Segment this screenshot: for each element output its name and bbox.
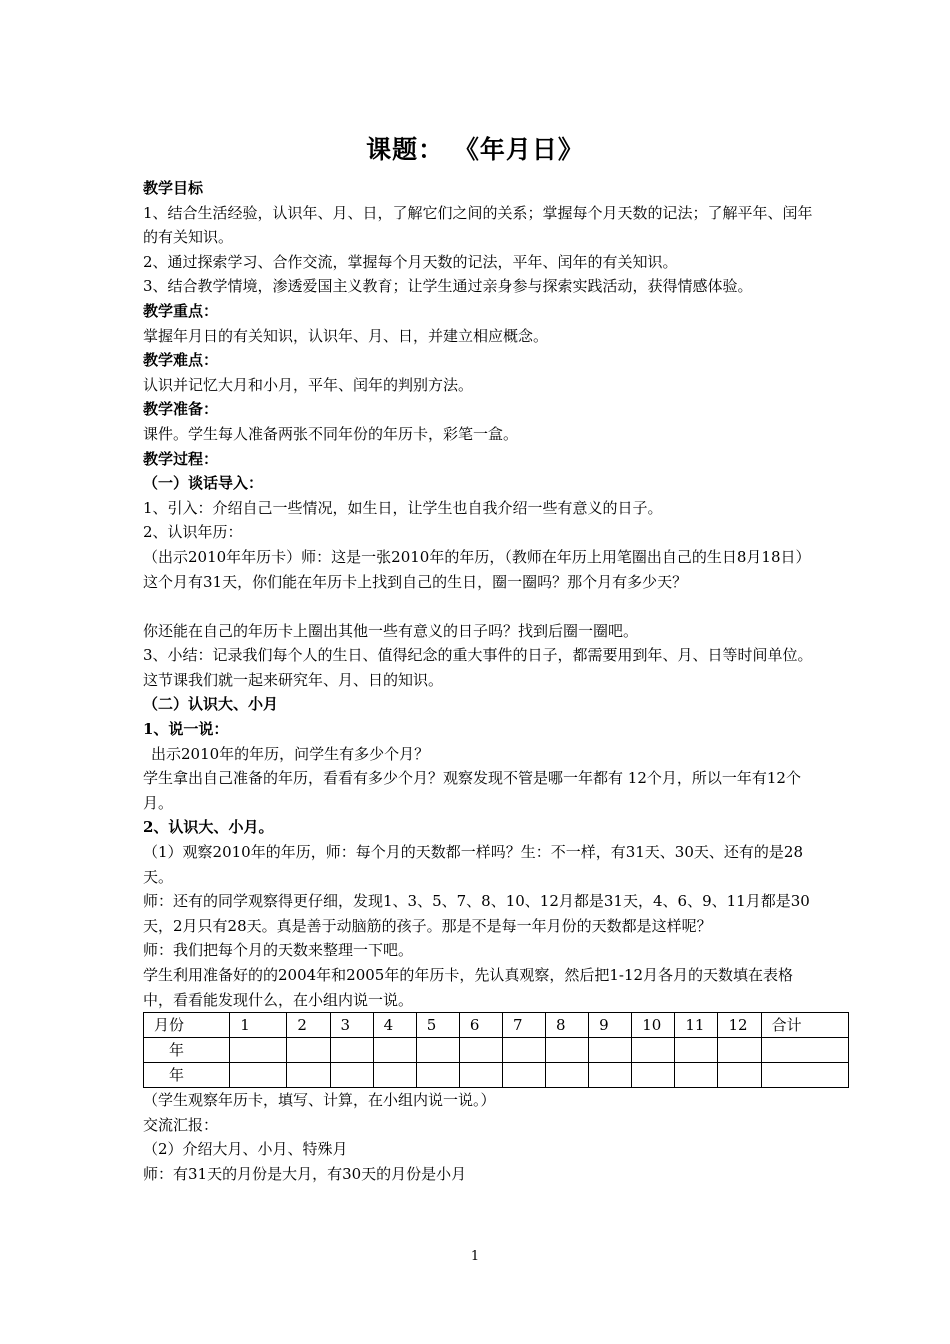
paragraph: 课件。学生每人准备两张不同年份的年历卡，彩笔一盒。 — [143, 424, 519, 443]
table-header-cell: 合计 — [761, 1013, 848, 1038]
section-heading: （一）谈话导入： — [143, 474, 264, 493]
table-cell — [718, 1063, 761, 1088]
table-row — [144, 1038, 849, 1063]
paragraph: 学生拿出自己准备的年历，看看有多少个月？观察发现不管是哪一年都有 12个月，所以一年有12个月。 — [143, 769, 801, 812]
table-header-cell: 5 — [416, 1013, 459, 1038]
document-body — [143, 176, 813, 1187]
table-header-cell: 1 — [230, 1013, 287, 1038]
heading-process: 教学过程： — [143, 449, 219, 468]
heading-key-points: 教学重点： — [143, 301, 219, 320]
table-header-cell: 3 — [330, 1013, 373, 1038]
table-cell — [330, 1038, 373, 1063]
paragraph: 师：还有的同学观察得更仔细，发现1、3、5、7、8、10、12月都是31天，4、6、9、11月都是30天，2月只有28天。真是善于动脑筋的孩子。那是不是每一年月份的天数都是这样呢？ — [143, 892, 810, 935]
subsection-heading: 1、说一说： — [143, 720, 229, 739]
table-cell — [632, 1063, 675, 1088]
table-cell — [675, 1063, 718, 1088]
table-cell — [373, 1063, 416, 1088]
page-number: 1 — [470, 1249, 480, 1264]
table-row-label: 年 — [144, 1063, 230, 1088]
table-row — [144, 1063, 849, 1088]
table-cell — [502, 1038, 545, 1063]
table-header-cell: 10 — [632, 1013, 675, 1038]
table-header-cell: 11 — [675, 1013, 718, 1038]
table-row-label: 年 — [144, 1038, 230, 1063]
paragraph: （2）介绍大月、小月、特殊月 — [143, 1140, 348, 1159]
table-header-cell: 2 — [287, 1013, 330, 1038]
paragraph: 2、通过探索学习、合作交流，掌握每个月天数的记法，平年、闰年的有关知识。 — [143, 252, 678, 271]
table-cell — [459, 1063, 502, 1088]
subsection-heading: 2、认识大、小月。 — [143, 818, 274, 837]
table-cell — [287, 1038, 330, 1063]
table-cell — [230, 1063, 287, 1088]
blank-line — [143, 594, 813, 619]
table-cell — [589, 1063, 632, 1088]
table-cell — [761, 1063, 848, 1088]
paragraph: 掌握年月日的有关知识，认识年、月、日，并建立相应概念。 — [143, 326, 549, 345]
heading-difficulties: 教学难点： — [143, 351, 219, 370]
paragraph: 3、小结：记录我们每个人的生日、值得纪念的重大事件的日子，都需要用到年、月、日等时间单位。这节课我们就一起来研究年、月、日的知识。 — [143, 646, 813, 689]
table-header-cell: 7 — [502, 1013, 545, 1038]
table-cell — [373, 1038, 416, 1063]
paragraph: 1、引入：介绍自己一些情况，如生日，让学生也自我介绍一些有意义的日子。 — [143, 498, 663, 517]
table-header-cell: 4 — [373, 1013, 416, 1038]
table-cell — [589, 1038, 632, 1063]
table-cell — [287, 1063, 330, 1088]
table-header-row — [144, 1013, 849, 1038]
table-header-cell: 月份 — [144, 1013, 230, 1038]
paragraph: （1）观察2010年的年历，师：每个月的天数都一样吗？生：不一样，有31天、30天、还有的是28天。 — [143, 843, 803, 886]
table-header-cell: 12 — [718, 1013, 761, 1038]
table-header-cell: 9 — [589, 1013, 632, 1038]
table-cell — [546, 1063, 589, 1088]
table-cell — [416, 1063, 459, 1088]
heading-preparation: 教学准备： — [143, 400, 219, 419]
table-cell — [416, 1038, 459, 1063]
table-cell — [675, 1038, 718, 1063]
paragraph: 2、认识年历： — [143, 523, 243, 542]
paragraph: 你还能在自己的年历卡上圈出其他一些有意义的日子吗？找到后圈一圈吧。 — [143, 621, 639, 640]
paragraph: 出示2010年的年历，问学生有多少个月？ — [151, 744, 430, 763]
paragraph: 师：我们把每个月的天数来整理一下吧。 — [143, 941, 414, 960]
paragraph: 交流汇报： — [143, 1115, 219, 1134]
paragraph: 认识并记忆大月和小月，平年、闰年的判别方法。 — [143, 375, 474, 394]
paragraph: 3、结合教学情境，渗透爱国主义教育；让学生通过亲身参与探索实践活动，获得情感体验。 — [143, 277, 753, 296]
paragraph: （学生观察年历卡，填写、计算，在小组内说一说。） — [143, 1091, 496, 1110]
paragraph: 师：有31天的月份是大月，有30天的月份是小月 — [143, 1164, 467, 1183]
table-cell — [459, 1038, 502, 1063]
table-cell — [330, 1063, 373, 1088]
table-cell — [761, 1038, 848, 1063]
paragraph: （出示2010年年历卡）师：这是一张2010年的年历，（教师在年历上用笔圈出自己的生日8月18日）这个月有31天，你们能在年历卡上找到自己的生日，圈一圈吗？那个月有多少天？ — [143, 547, 811, 591]
table-cell — [546, 1038, 589, 1063]
table-cell — [230, 1038, 287, 1063]
table-cell — [632, 1038, 675, 1063]
paragraph: 1、结合生活经验，认识年、月、日，了解它们之间的关系；掌握每个月天数的记法；了解平年、闰年的有关知识。 — [143, 203, 813, 247]
paragraph: 学生利用准备好的的2004年和2005年的年历卡，先认真观察，然后把1-12月各月的天数填在表格中，看看能发现什么，在小组内说一说。 — [143, 966, 794, 1009]
table-cell — [502, 1063, 545, 1088]
section-heading: （二）认识大、小月 — [143, 695, 279, 714]
table-header-cell: 6 — [459, 1013, 502, 1038]
table-header-cell: 8 — [546, 1013, 589, 1038]
month-days-table — [143, 1012, 849, 1088]
page-title: 课题： 《年月日》 — [366, 135, 584, 164]
table-cell — [718, 1038, 761, 1063]
heading-goals: 教学目标 — [143, 179, 204, 197]
